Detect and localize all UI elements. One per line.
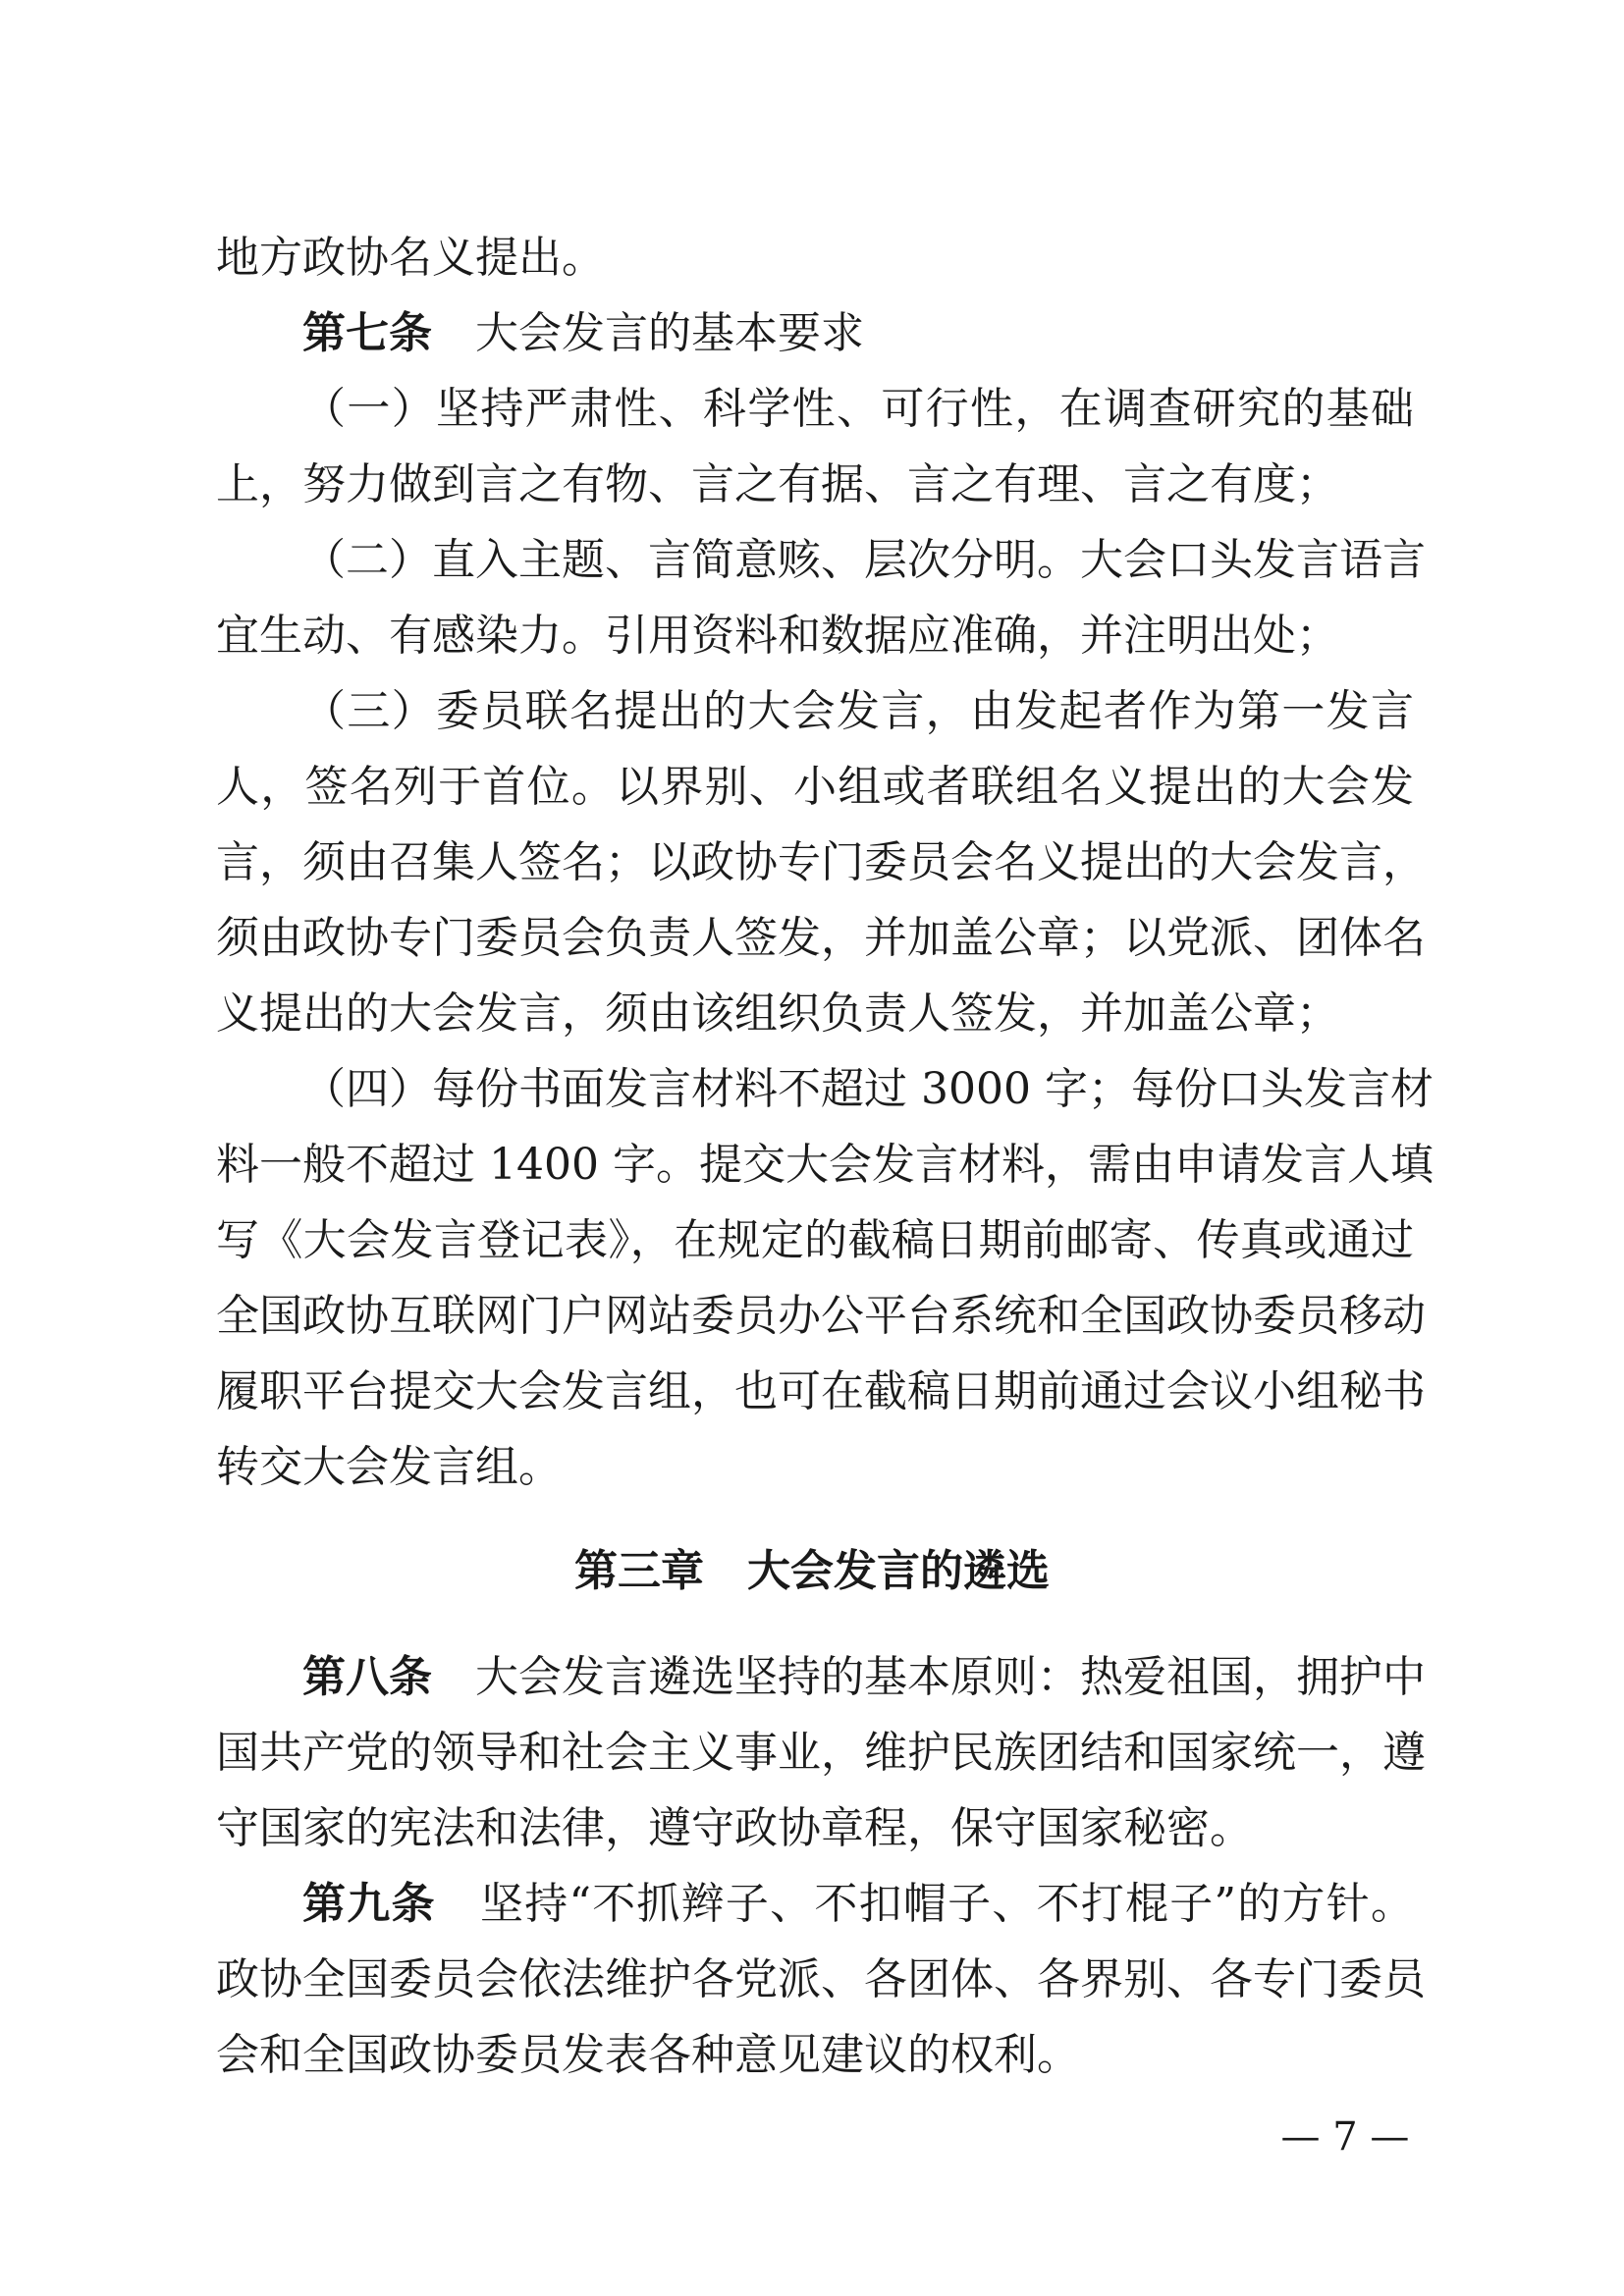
article-7-title: 第七条 大会发言的基本要求 — [302, 308, 864, 358]
paragraph-line: 政协全国委员会依法维护各党派、各团体、各界别、各专门委员 — [216, 1954, 1426, 2004]
paragraph-line: （三）委员联名提出的大会发言，由发起者作为第一发言 — [302, 686, 1414, 736]
article-8-line: 第八条 大会发言遴选坚持的基本原则：热爱祖国，拥护中 — [302, 1652, 1426, 1702]
paragraph-line: 地方政协名义提出。 — [216, 233, 605, 283]
article-label: 第九条 — [302, 1879, 436, 1929]
paragraph-line: 会和全国政协委员发表各种意见建议的权利。 — [216, 2030, 1080, 2080]
page-number: — 7 — — [1280, 2114, 1410, 2160]
paragraph-line: 义提出的大会发言，须由该组织负责人签发，并加盖公章； — [216, 988, 1339, 1039]
paragraph-line: 言，须由召集人签名；以政协专门委员会名义提出的大会发言， — [216, 837, 1426, 887]
paragraph-line: 料一般不超过 1400 字。提交大会发言材料，需由申请发言人填 — [216, 1140, 1434, 1190]
paragraph-line: 宜生动、有感染力。引用资料和数据应准确，并注明出处； — [216, 611, 1339, 661]
paragraph-line: 全国政协互联网门户网站委员办公平台系统和全国政协委员移动 — [216, 1291, 1426, 1341]
paragraph-line: 转交大会发言组。 — [216, 1442, 562, 1492]
paragraph-line: （一）坚持严肃性、科学性、可行性，在调查研究的基础 — [302, 384, 1414, 434]
paragraph-line: 上，努力做到言之有物、言之有据、言之有理、言之有度； — [216, 459, 1339, 509]
article-label: 第八条 — [302, 1652, 432, 1702]
paragraph-line: （二）直入主题、言简意赅、层次分明。大会口头发言语言 — [302, 535, 1426, 585]
paragraph-line: 人，签名列于首位。以界别、小组或者联组名义提出的大会发 — [216, 762, 1414, 812]
paragraph-line: 国共产党的领导和社会主义事业，维护民族团结和国家统一，遵 — [216, 1728, 1426, 1778]
paragraph-line: （四）每份书面发言材料不超过 3000 字；每份口头发言材 — [302, 1064, 1434, 1114]
paragraph-line: 写《大会发言登记表》，在规定的截稿日期前邮寄、传真或通过 — [216, 1215, 1414, 1265]
chapter-heading: 第三章 大会发言的遴选 — [574, 1546, 1050, 1596]
paragraph-line: 履职平台提交大会发言组，也可在截稿日期前通过会议小组秘书 — [216, 1366, 1426, 1416]
paragraph-line: 守国家的宪法和法律，遵守政协章程，保守国家秘密。 — [216, 1803, 1253, 1853]
article-9-line: 第九条 坚持“不抓辫子、不扣帽子、不打棍子”的方针。 — [302, 1879, 1415, 1929]
paragraph-line: 须由政协专门委员会负责人签发，并加盖公章；以党派、团体名 — [216, 913, 1426, 963]
article-label: 第七条 — [302, 308, 432, 358]
